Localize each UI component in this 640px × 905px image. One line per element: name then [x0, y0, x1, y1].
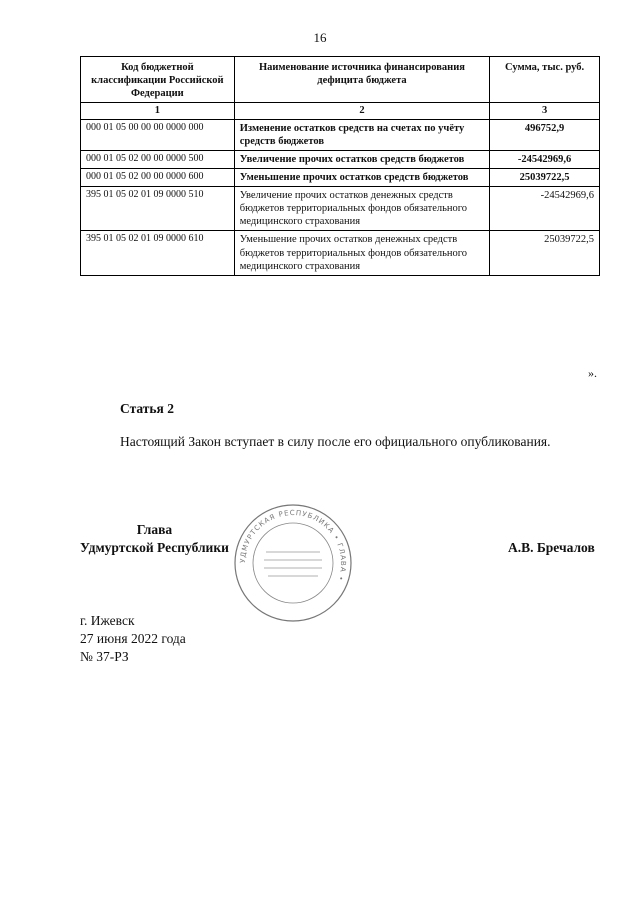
signatory-title-line2: Удмуртской Республики	[80, 540, 229, 556]
svg-text:УДМУРТСКАЯ РЕСПУБЛИКА • ГЛАВА	[239, 509, 347, 582]
row-amount: 25039722,5	[490, 168, 600, 186]
column-number-2: 2	[234, 103, 489, 119]
seal-text: УДМУРТСКАЯ РЕСПУБЛИКА • ГЛАВА •	[238, 508, 348, 583]
official-seal-stamp	[232, 502, 354, 624]
row-name: Изменение остатков средств на счетах по учёту средств бюджетов	[234, 119, 489, 150]
row-name: Увеличение прочих остатков денежных средств бюджетов территориальных фондов обязательного медицинского страхования	[234, 187, 489, 231]
row-name: Уменьшение прочих остатков денежных средств бюджетов территориальных фондов обязательного медицинского страхования	[234, 231, 489, 275]
table-header-row	[81, 57, 600, 103]
row-code: 000 01 05 02 00 00 0000 600	[81, 168, 235, 186]
row-code: 395 01 05 02 01 09 0000 510	[81, 187, 235, 231]
signatory-title	[80, 521, 229, 557]
signatory-title-line1: Глава	[136, 522, 173, 537]
city: г. Ижевск	[80, 613, 135, 628]
row-amount: 25039722,5	[490, 231, 600, 275]
column-number-row	[81, 103, 600, 119]
article-title: Статья 2	[120, 401, 174, 416]
column-number-1: 1	[81, 103, 235, 119]
closing-quote: ».	[588, 366, 597, 380]
header-amount: Сумма, тыс. руб.	[490, 57, 600, 103]
table-row	[81, 187, 600, 231]
article-body: Настоящий Закон вступает в силу после его официального опубликования.	[120, 434, 551, 449]
date: 27 июня 2022 года	[80, 631, 186, 647]
table-row	[81, 168, 600, 186]
budget-table	[80, 56, 600, 276]
table-row	[81, 150, 600, 168]
row-code: 000 01 05 02 00 00 0000 500	[81, 150, 235, 168]
header-code: Код бюджетной классификации Российской Федерации	[81, 57, 235, 103]
place-date-block	[80, 612, 186, 667]
table-row	[81, 119, 600, 150]
law-number: № 37-РЗ	[80, 649, 129, 665]
page-number: 16	[313, 30, 327, 45]
header-name: Наименование источника финансирования дефицита бюджета	[234, 57, 489, 103]
row-name: Увеличение прочих остатков средств бюджетов	[234, 150, 489, 168]
column-number-3: 3	[490, 103, 600, 119]
row-amount: 496752,9	[490, 119, 600, 150]
row-code: 395 01 05 02 01 09 0000 610	[81, 231, 235, 275]
row-code: 000 01 05 00 00 00 0000 000	[81, 119, 235, 150]
signatory-name: А.В. Бречалов	[508, 540, 595, 555]
table-row	[81, 231, 600, 275]
row-amount: -24542969,6	[490, 150, 600, 168]
row-amount: -24542969,6	[490, 187, 600, 231]
row-name: Уменьшение прочих остатков средств бюджетов	[234, 168, 489, 186]
